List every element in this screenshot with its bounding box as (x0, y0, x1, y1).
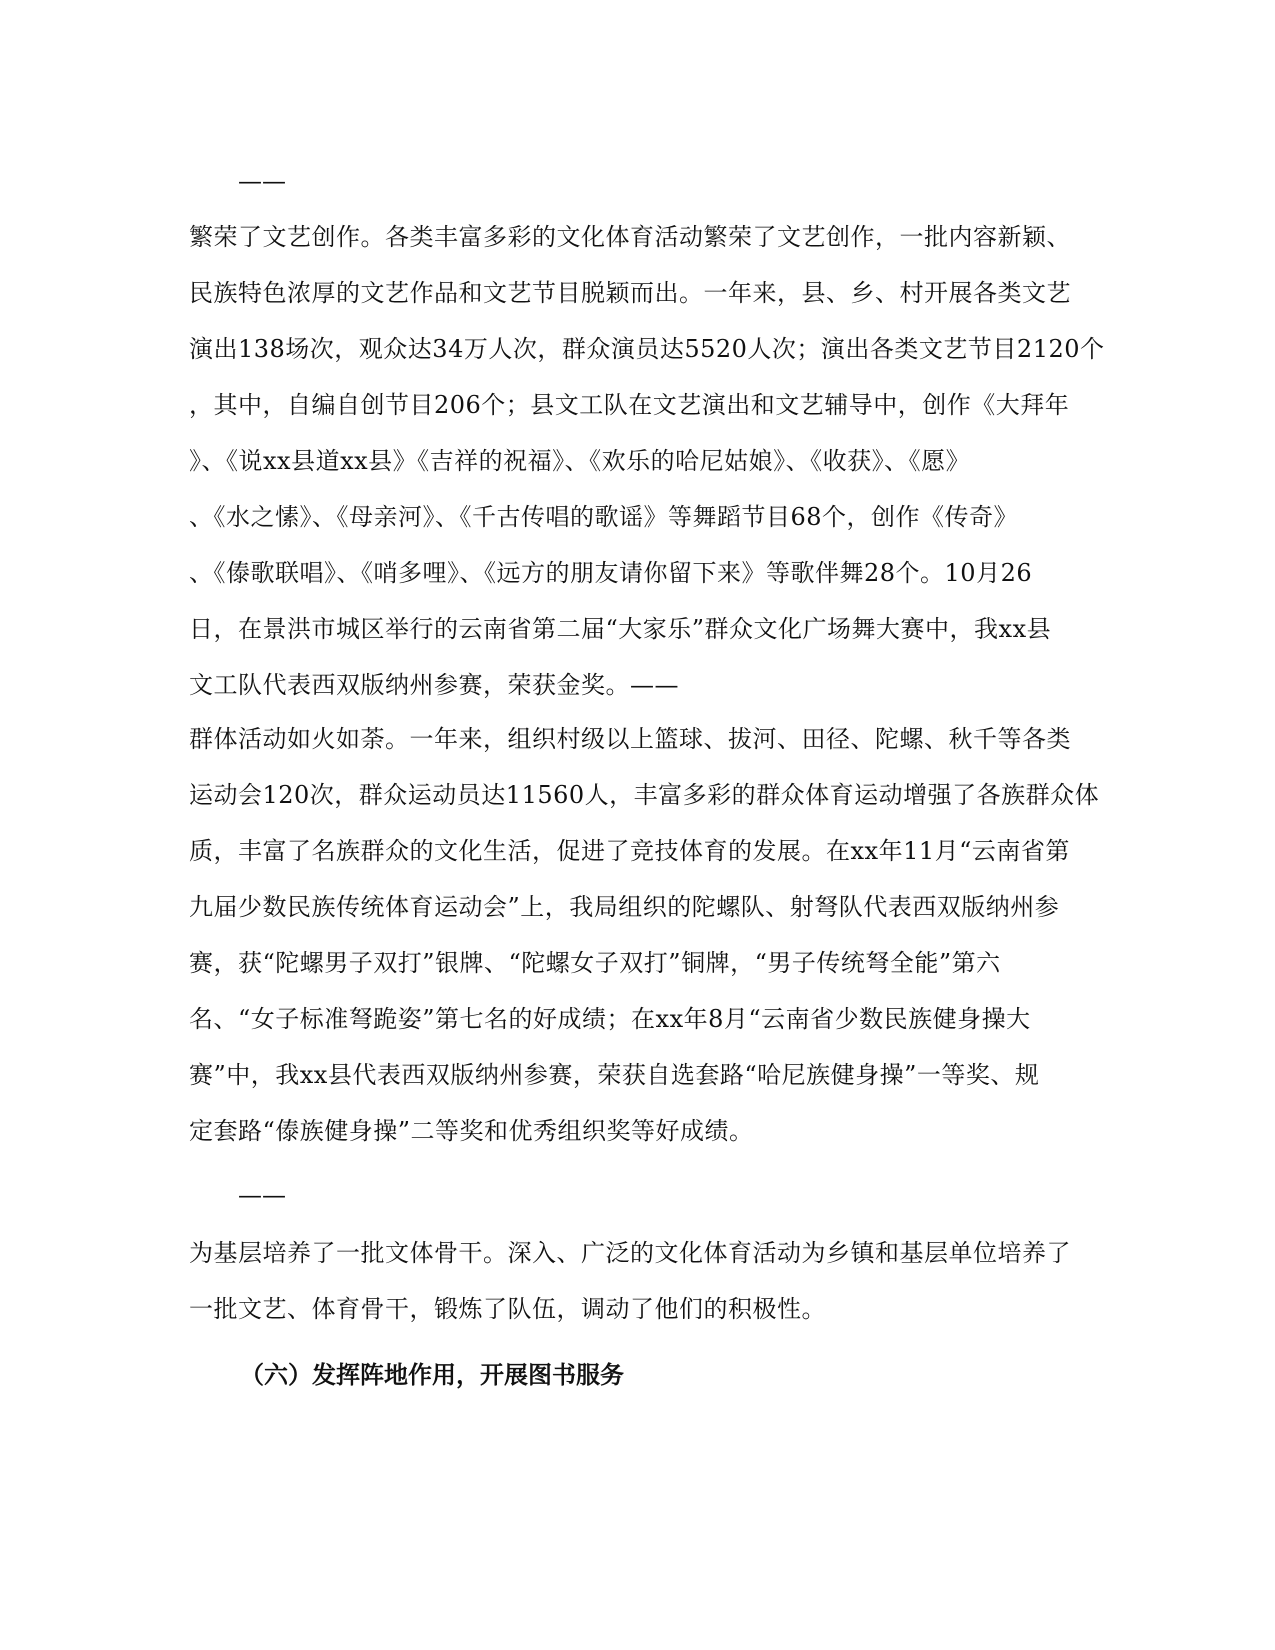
paragraph-line: 运动会120次，群众运动员达11560人，丰富多彩的群众体育运动增强了各族群众体 (189, 781, 1100, 809)
paragraph-line: 一批文艺、体育骨干，锻炼了队伍，调动了他们的积极性。 (189, 1295, 826, 1323)
paragraph-line: 演出138场次，观众达34万人次，群众演员达5520人次；演出各类文艺节目2120个 (189, 335, 1105, 363)
paragraph-line: 文工队代表西双版纳州参赛，荣获金奖。—— (189, 671, 679, 699)
paragraph-line: 民族特色浓厚的文艺作品和文艺节目脱颖而出。一年来，县、乡、村开展各类文艺 (189, 279, 1071, 307)
paragraph-line: ，其中，自编自创节目206个；县文工队在文艺演出和文艺辅导中，创作《大拜年 (189, 391, 1070, 419)
paragraph-line: 九届少数民族传统体育运动会”上，我局组织的陀螺队、射弩队代表西双版纳州参 (189, 893, 1060, 921)
paragraph-line: 定套路“傣族健身操”二等奖和优秀组织奖等好成绩。 (189, 1117, 754, 1145)
section-dash: —— (238, 1181, 286, 1209)
paragraph-line: 名、“女子标准弩跪姿”第七名的好成绩；在xx年8月“云南省少数民族健身操大 (189, 1005, 1031, 1033)
paragraph-line: 繁荣了文艺创作。各类丰富多彩的文化体育活动繁荣了文艺创作，一批内容新颖、 (189, 223, 1071, 251)
paragraph-line: 群体活动如火如荼。一年来，组织村级以上篮球、拔河、田径、陀螺、秋千等各类 (189, 725, 1071, 753)
paragraph-line: 》、《说xx县道xx县》《吉祥的祝福》、《欢乐的哈尼姑娘》、《收获》、《愿》 (189, 447, 971, 475)
paragraph-line: 日，在景洪市城区举行的云南省第二届“大家乐”群众文化广场舞大赛中，我xx县 (189, 615, 1052, 643)
paragraph-line: 、《水之愫》、《母亲河》、《千古传唱的歌谣》等舞蹈节目68个，创作《传奇》 (189, 503, 1019, 531)
section-heading: （六）发挥阵地作用，开展图书服务 (240, 1360, 624, 1389)
paragraph-line: 为基层培养了一批文体骨干。深入、广泛的文化体育活动为乡镇和基层单位培养了 (189, 1239, 1071, 1267)
paragraph-line: 赛”中，我xx县代表西双版纳州参赛，荣获自选套路“哈尼族健身操”一等奖、规 (189, 1061, 1040, 1089)
paragraph-line: 、《傣歌联唱》、《哨多哩》、《远方的朋友请你留下来》等歌伴舞28个。10月26 (189, 559, 1033, 587)
paragraph-line: 赛，获“陀螺男子双打”银牌、“陀螺女子双打”铜牌，“男子传统弩全能”第六 (189, 949, 1001, 977)
paragraph-line: 质，丰富了名族群众的文化生活，促进了竞技体育的发展。在xx年11月“云南省第 (189, 837, 1070, 865)
section-dash: —— (238, 167, 286, 195)
